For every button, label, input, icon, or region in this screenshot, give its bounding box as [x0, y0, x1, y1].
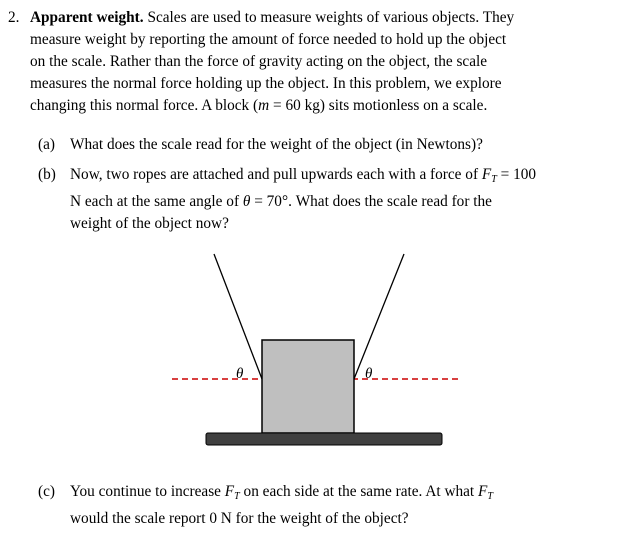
part-a-label: (a) — [38, 136, 55, 153]
mass-symbol: m — [258, 97, 270, 114]
part-a-text: What does the scale read for the weight of the object (in Newtons)? — [70, 136, 483, 153]
force-subscript: T — [491, 174, 497, 185]
problem-statement — [8, 7, 608, 117]
block — [262, 340, 354, 433]
problem-title: Apparent weight. — [30, 9, 144, 26]
right-angle-label: θ — [365, 366, 373, 382]
problem-number: 2. — [8, 9, 20, 26]
force-subscript-c1: T — [234, 491, 240, 502]
part-b-line-2 — [38, 191, 603, 213]
right-rope — [354, 254, 404, 379]
part-c-label: (c) — [38, 483, 55, 500]
problem-line-3: on the scale. Rather than the force of gravity acting on the object, the scale — [30, 53, 488, 70]
angle-value: = 70°. What does the scale read for the — [250, 193, 492, 210]
part-c-text-1b: on each side at the same rate. At what — [239, 483, 479, 500]
part-c — [38, 481, 603, 530]
force-symbol: F — [481, 166, 492, 183]
left-angle-label: θ — [236, 366, 244, 382]
problem-line-5 — [8, 95, 608, 117]
block-on-scale-diagram — [0, 240, 638, 457]
force-symbol-c1: F — [224, 483, 235, 500]
force-subscript-c2: T — [487, 491, 493, 502]
left-rope — [214, 254, 262, 379]
part-b-text-1: Now, two ropes are attached and pull upwards each with a force of — [70, 166, 482, 183]
force-value: = 100 — [496, 166, 537, 183]
problem-line-4: measures the normal force holding up the object. In this problem, we explore — [30, 75, 502, 92]
part-b-text-2: N each at the same angle of — [70, 193, 243, 210]
problem-line-2: measure weight by reporting the amount of force needed to hold up the object — [30, 31, 507, 48]
force-symbol-c2: F — [478, 483, 488, 500]
mass-value: = 60 kg) sits motionless on a scale. — [269, 97, 488, 114]
part-c-line-2: would the scale report 0 N for the weight of the object? — [70, 510, 409, 527]
part-c-text-1a: You continue to increase — [70, 483, 225, 500]
part-c-line-1 — [38, 481, 603, 508]
part-b-label: (b) — [38, 166, 56, 183]
part-b — [38, 164, 603, 235]
problem-line-1 — [8, 7, 608, 29]
part-b-line-3: weight of the object now? — [70, 215, 229, 232]
angle-symbol: θ — [242, 193, 251, 210]
intro-text-1: Scales are used to measure weights of various objects. They — [147, 9, 515, 26]
part-a — [38, 134, 603, 156]
intro-text-5: changing this normal force. A block ( — [30, 97, 259, 114]
diagram-svg — [0, 240, 638, 452]
scale-platform — [206, 433, 442, 445]
part-b-line-1 — [38, 164, 603, 191]
